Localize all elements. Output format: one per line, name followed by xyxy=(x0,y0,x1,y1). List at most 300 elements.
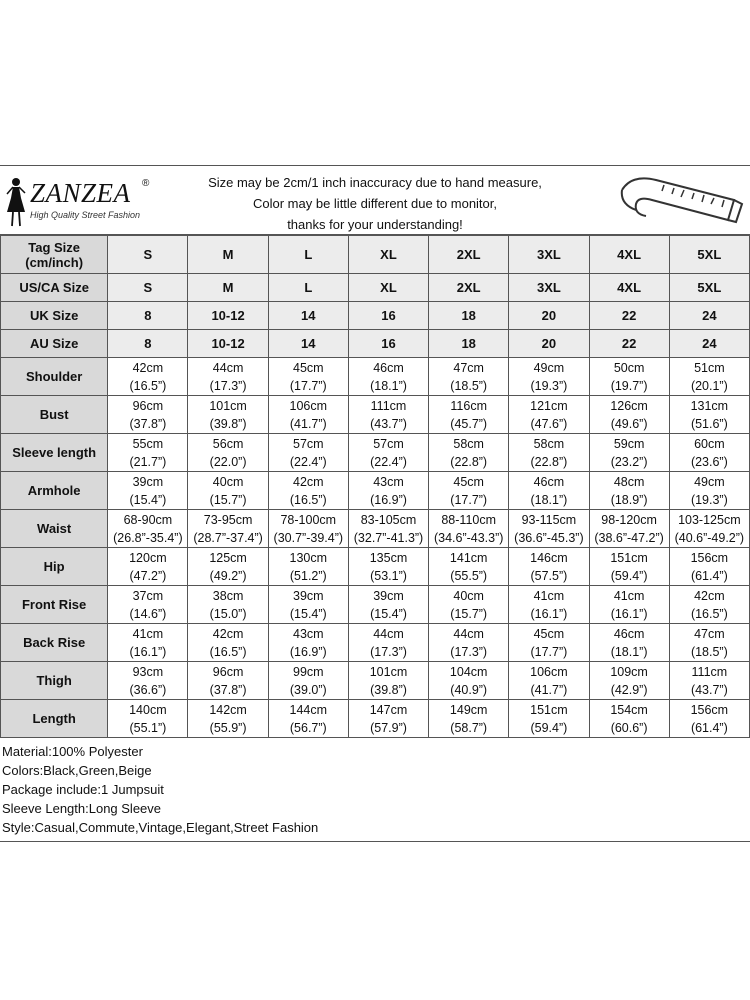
cm-value: 149cm xyxy=(449,702,488,717)
measurement-cell xyxy=(108,624,188,662)
measurement-cell xyxy=(509,358,589,396)
cm-value: 130cm xyxy=(289,550,328,565)
measurement-cell xyxy=(589,586,669,624)
inch-value: (61.4”) xyxy=(690,568,728,583)
size-cell: M xyxy=(188,274,268,302)
inch-value: (19.3”) xyxy=(530,378,568,393)
cm-value: 131cm xyxy=(690,398,729,413)
measurement-cell xyxy=(429,358,509,396)
cm-value: 147cm xyxy=(369,702,408,717)
measurement-cell xyxy=(509,472,589,510)
brand-tagline: High Quality Street Fashion xyxy=(30,210,141,220)
cm-value: 42cm xyxy=(694,588,725,603)
inch-value: (16.9”) xyxy=(370,492,407,507)
inch-value: (40.6”-49.2”) xyxy=(674,530,745,545)
measurement-cell xyxy=(509,586,589,624)
measurement-cell xyxy=(429,662,509,700)
cm-value: 57cm xyxy=(373,436,404,451)
cm-value: 43cm xyxy=(293,626,324,641)
inch-value: (34.6”-43.3”) xyxy=(433,530,504,545)
inch-value: (26.8”-35.4”) xyxy=(113,530,183,545)
measurement-cell xyxy=(669,358,749,396)
size-cell: 20 xyxy=(509,302,589,330)
cm-value: 99cm xyxy=(293,664,324,679)
cm-value: 104cm xyxy=(449,664,488,679)
cm-value: 146cm xyxy=(530,550,568,565)
inch-value: (16.5”) xyxy=(209,644,247,659)
cm-value: 55cm xyxy=(132,436,164,451)
measurement-cell xyxy=(429,472,509,510)
row-label: UK Size xyxy=(1,302,108,330)
notice-line: Color may be little different due to monitor, xyxy=(253,196,497,211)
measurement-row xyxy=(1,472,750,510)
size-cell: XL xyxy=(348,236,428,274)
inch-value: (14.6”) xyxy=(129,606,167,621)
inch-value: (39.8”) xyxy=(209,416,247,431)
measurement-cell xyxy=(268,358,348,396)
size-cell: 14 xyxy=(268,330,348,358)
inch-value: (28.7”-37.4”) xyxy=(193,530,263,545)
inch-value: (37.8”) xyxy=(129,416,167,431)
cm-value: 101cm xyxy=(209,398,247,413)
cm-value: 45cm xyxy=(533,626,565,641)
inch-value: (56.7”) xyxy=(289,720,327,735)
woman-silhouette-icon xyxy=(4,176,28,228)
inch-value: (59.4”) xyxy=(530,720,568,735)
inch-value: (18.5”) xyxy=(450,378,488,393)
inch-value: (16.9”) xyxy=(289,644,327,659)
inch-value: (42.9”) xyxy=(610,682,648,697)
measurement-cell xyxy=(589,662,669,700)
cm-value: 40cm xyxy=(212,474,244,489)
inch-value: (58.7”) xyxy=(450,720,488,735)
cm-value: 46cm xyxy=(533,474,565,489)
cm-value: 41cm xyxy=(132,626,164,641)
cm-value: 141cm xyxy=(449,550,488,565)
inch-value: (49.2”) xyxy=(209,568,247,583)
inch-value: (16.5”) xyxy=(289,492,327,507)
size-table xyxy=(0,235,750,738)
note-line: Package include:1 Jumpsuit xyxy=(2,782,164,797)
measurement-cell xyxy=(669,624,749,662)
measurement-cell xyxy=(108,700,188,738)
measurement-row xyxy=(1,510,750,548)
brand-name: ZANZEA xyxy=(30,178,131,208)
row-label: Sleeve length xyxy=(1,434,108,472)
inch-value: (17.7”) xyxy=(530,644,568,659)
cm-value: 38cm xyxy=(212,588,244,603)
note-line: Colors:Black,Green,Beige xyxy=(2,763,152,778)
measurement-cell xyxy=(348,548,428,586)
measurement-cell xyxy=(669,434,749,472)
measurement-cell xyxy=(268,700,348,738)
cm-value: 126cm xyxy=(610,398,648,413)
inch-value: (15.0”) xyxy=(209,606,247,621)
inch-value: (18.5”) xyxy=(690,644,728,659)
cm-value: 120cm xyxy=(129,550,167,565)
inch-value: (47.2”) xyxy=(129,568,167,583)
size-cell: 18 xyxy=(429,302,509,330)
cm-value: 45cm xyxy=(453,474,484,489)
cm-value: 51cm xyxy=(694,360,725,375)
row-label: Armhole xyxy=(1,472,108,510)
inch-value: (45.7”) xyxy=(450,416,488,431)
measurement-cell xyxy=(188,510,268,548)
size-cell: L xyxy=(268,274,348,302)
cm-value: 44cm xyxy=(212,360,244,375)
measurement-cell xyxy=(669,548,749,586)
inch-value: (55.5”) xyxy=(450,568,488,583)
measurement-cell xyxy=(348,624,428,662)
cm-value: 111cm xyxy=(370,398,407,413)
inch-value: (17.7”) xyxy=(289,378,327,393)
measurement-cell xyxy=(268,586,348,624)
row-label: AU Size xyxy=(1,330,108,358)
note-line: Material:100% Polyester xyxy=(2,744,143,759)
cm-value: 101cm xyxy=(369,664,408,679)
cm-value: 39cm xyxy=(373,588,404,603)
row-label: Shoulder xyxy=(1,358,108,396)
row-label: Hip xyxy=(1,548,108,586)
inch-value: (18.1”) xyxy=(370,378,407,393)
cm-value: 48cm xyxy=(613,474,645,489)
cm-value: 93cm xyxy=(132,664,164,679)
cm-value: 103-125cm xyxy=(678,512,741,527)
inch-value: (43.7”) xyxy=(690,682,728,697)
cm-value: 46cm xyxy=(613,626,645,641)
cm-value: 116cm xyxy=(450,398,487,413)
row-label: Back Rise xyxy=(1,624,108,662)
registered-mark: ® xyxy=(142,178,150,189)
inch-value: (22.0”) xyxy=(209,454,247,469)
cm-value: 41cm xyxy=(533,588,565,603)
size-cell: 8 xyxy=(108,330,188,358)
row-label: Tag Size (cm/inch) xyxy=(1,236,108,274)
measurement-cell xyxy=(589,624,669,662)
measurement-cell xyxy=(348,358,428,396)
inch-value: (37.8”) xyxy=(209,682,247,697)
cm-value: 144cm xyxy=(289,702,328,717)
cm-value: 106cm xyxy=(289,398,328,413)
row-label: US/CA Size xyxy=(1,274,108,302)
measurement-cell xyxy=(108,586,188,624)
cm-value: 78-100cm xyxy=(280,512,337,527)
measurement-cell xyxy=(188,358,268,396)
cm-value: 83-105cm xyxy=(360,512,417,527)
cm-value: 42cm xyxy=(212,626,244,641)
measurement-cell xyxy=(108,396,188,434)
cm-value: 111cm xyxy=(691,664,728,679)
size-chart-sheet xyxy=(0,165,750,842)
inch-value: (57.5”) xyxy=(530,568,568,583)
inch-value: (22.4”) xyxy=(289,454,327,469)
cm-value: 43cm xyxy=(373,474,404,489)
chart-header xyxy=(0,165,750,235)
size-cell: 3XL xyxy=(509,236,589,274)
inch-value: (36.6”-45.3”) xyxy=(514,530,584,545)
inch-value: (15.7”) xyxy=(209,492,247,507)
measuring-tape-icon xyxy=(616,170,744,230)
size-cell: 24 xyxy=(669,330,749,358)
inch-value: (18.1”) xyxy=(530,492,568,507)
cm-value: 109cm xyxy=(610,664,648,679)
size-cell: 8 xyxy=(108,302,188,330)
row-label: Length xyxy=(1,700,108,738)
size-cell: 5XL xyxy=(669,236,749,274)
measurement-row xyxy=(1,586,750,624)
size-cell: 14 xyxy=(268,302,348,330)
inch-value: (22.8”) xyxy=(530,454,568,469)
measurement-cell xyxy=(429,396,509,434)
inch-value: (16.5”) xyxy=(129,378,167,393)
measurement-cell xyxy=(108,662,188,700)
inch-value: (15.4”) xyxy=(370,606,407,621)
cm-value: 49cm xyxy=(694,474,725,489)
inch-value: (16.5”) xyxy=(690,606,728,621)
size-cell: 22 xyxy=(589,302,669,330)
cm-value: 49cm xyxy=(533,360,565,375)
notice-line: Size may be 2cm/1 inch inaccuracy due to hand measure, xyxy=(208,175,542,190)
inch-value: (40.9”) xyxy=(450,682,488,697)
measurement-cell xyxy=(188,396,268,434)
inch-value: (16.1”) xyxy=(530,606,568,621)
measurement-cell xyxy=(589,700,669,738)
inch-value: (55.1”) xyxy=(129,720,167,735)
measurement-cell xyxy=(188,624,268,662)
inch-value: (22.8”) xyxy=(450,454,488,469)
note-line: Style:Casual,Commute,Vintage,Elegant,Street Fashion xyxy=(2,820,319,835)
inch-value: (61.4”) xyxy=(690,720,728,735)
inch-value: (19.3”) xyxy=(690,492,728,507)
cm-value: 41cm xyxy=(613,588,645,603)
inch-value: (17.7”) xyxy=(450,492,488,507)
measurement-cell xyxy=(108,434,188,472)
measurement-cell xyxy=(669,662,749,700)
cm-value: 151cm xyxy=(610,550,648,565)
measurement-cell xyxy=(429,624,509,662)
measurement-row xyxy=(1,548,750,586)
cm-value: 68-90cm xyxy=(123,512,173,527)
measurement-row xyxy=(1,662,750,700)
cm-value: 56cm xyxy=(212,436,244,451)
measurement-cell xyxy=(268,472,348,510)
cm-value: 39cm xyxy=(132,474,164,489)
measurement-cell xyxy=(268,510,348,548)
row-label: Waist xyxy=(1,510,108,548)
cm-value: 93-115cm xyxy=(521,512,577,527)
size-cell: 18 xyxy=(429,330,509,358)
size-cell: 2XL xyxy=(429,274,509,302)
inch-value: (22.4”) xyxy=(370,454,407,469)
product-notes xyxy=(0,738,750,842)
measurement-row xyxy=(1,396,750,434)
inch-value: (51.2”) xyxy=(289,568,327,583)
cm-value: 151cm xyxy=(530,702,568,717)
measurement-cell xyxy=(509,624,589,662)
inch-value: (18.9”) xyxy=(610,492,648,507)
inch-value: (59.4”) xyxy=(610,568,648,583)
measurement-cell xyxy=(429,510,509,548)
inch-value: (19.7”) xyxy=(610,378,648,393)
measurement-cell xyxy=(509,396,589,434)
row-label: Bust xyxy=(1,396,108,434)
inch-value: (60.6”) xyxy=(610,720,648,735)
cm-value: 44cm xyxy=(453,626,484,641)
measurement-row xyxy=(1,358,750,396)
size-cell: S xyxy=(108,274,188,302)
cm-value: 50cm xyxy=(613,360,645,375)
inch-value: (15.4”) xyxy=(289,606,327,621)
measurement-cell xyxy=(268,624,348,662)
measurement-cell xyxy=(348,662,428,700)
inch-value: (15.7”) xyxy=(450,606,488,621)
measurement-cell xyxy=(429,434,509,472)
measurement-cell xyxy=(589,510,669,548)
inch-value: (43.7”) xyxy=(370,416,407,431)
measurement-cell xyxy=(188,472,268,510)
cm-value: 57cm xyxy=(293,436,324,451)
cm-value: 156cm xyxy=(690,702,729,717)
measurement-cell xyxy=(669,396,749,434)
inch-value: (47.6”) xyxy=(530,416,568,431)
inch-value: (38.6”-47.2”) xyxy=(594,530,664,545)
measurement-cell xyxy=(589,396,669,434)
measurement-cell xyxy=(108,510,188,548)
cm-value: 42cm xyxy=(132,360,164,375)
size-cell: 16 xyxy=(348,330,428,358)
inch-value: (49.6”) xyxy=(610,416,648,431)
measurement-cell xyxy=(589,434,669,472)
row-label: Thigh xyxy=(1,662,108,700)
inch-value: (55.9”) xyxy=(209,720,247,735)
cm-value: 96cm xyxy=(132,398,164,413)
measurement-cell xyxy=(509,510,589,548)
inch-value: (57.9”) xyxy=(370,720,407,735)
measurement-cell xyxy=(509,700,589,738)
size-cell: 10-12 xyxy=(188,302,268,330)
inch-value: (18.1”) xyxy=(610,644,648,659)
cm-value: 96cm xyxy=(212,664,244,679)
size-row xyxy=(1,274,750,302)
measurement-cell xyxy=(429,548,509,586)
measurement-cell xyxy=(669,586,749,624)
cm-value: 154cm xyxy=(610,702,648,717)
inch-value: (16.1”) xyxy=(129,644,167,659)
size-cell: 4XL xyxy=(589,236,669,274)
measurement-cell xyxy=(188,548,268,586)
measurement-row xyxy=(1,624,750,662)
measurement-cell xyxy=(509,548,589,586)
inch-value: (41.7”) xyxy=(530,682,568,697)
cm-value: 47cm xyxy=(694,626,725,641)
size-row xyxy=(1,236,750,274)
measurement-cell xyxy=(589,548,669,586)
size-cell: S xyxy=(108,236,188,274)
size-cell: M xyxy=(188,236,268,274)
measurement-row xyxy=(1,434,750,472)
measurement-cell xyxy=(669,700,749,738)
size-cell: 16 xyxy=(348,302,428,330)
inch-value: (36.6”) xyxy=(129,682,167,697)
size-cell: 20 xyxy=(509,330,589,358)
cm-value: 47cm xyxy=(453,360,484,375)
cm-value: 88-110cm xyxy=(441,512,497,527)
cm-value: 58cm xyxy=(453,436,484,451)
inch-value: (39.0”) xyxy=(289,682,327,697)
inch-value: (15.4”) xyxy=(129,492,167,507)
inch-value: (32.7”-41.3”) xyxy=(353,530,424,545)
inch-value: (20.1”) xyxy=(690,378,728,393)
measurement-cell xyxy=(348,700,428,738)
measurement-cell xyxy=(188,586,268,624)
inch-value: (39.8”) xyxy=(370,682,407,697)
cm-value: 60cm xyxy=(694,436,725,451)
cm-value: 39cm xyxy=(293,588,324,603)
measurement-cell xyxy=(268,662,348,700)
cm-value: 44cm xyxy=(373,626,404,641)
size-cell: 2XL xyxy=(429,236,509,274)
measurement-cell xyxy=(429,586,509,624)
measurement-cell xyxy=(589,358,669,396)
cm-value: 98-120cm xyxy=(601,512,657,527)
size-cell: 5XL xyxy=(669,274,749,302)
cm-value: 135cm xyxy=(369,550,408,565)
inch-value: (17.3”) xyxy=(209,378,247,393)
inch-value: (21.7”) xyxy=(129,454,167,469)
notice-text xyxy=(180,172,570,235)
size-cell: 4XL xyxy=(589,274,669,302)
measurement-cell xyxy=(509,662,589,700)
measurement-cell xyxy=(429,700,509,738)
measurement-cell xyxy=(589,472,669,510)
cm-value: 106cm xyxy=(530,664,568,679)
cm-value: 140cm xyxy=(129,702,167,717)
cm-value: 42cm xyxy=(293,474,324,489)
cm-value: 46cm xyxy=(373,360,404,375)
inch-value: (51.6”) xyxy=(690,416,728,431)
measurement-cell xyxy=(348,586,428,624)
inch-value: (53.1”) xyxy=(370,568,407,583)
cm-value: 45cm xyxy=(293,360,324,375)
measurement-cell xyxy=(348,510,428,548)
cm-value: 121cm xyxy=(530,398,568,413)
cm-value: 40cm xyxy=(453,588,484,603)
row-label: Front Rise xyxy=(1,586,108,624)
measurement-cell xyxy=(348,434,428,472)
measurement-cell xyxy=(188,434,268,472)
measurement-cell xyxy=(188,662,268,700)
inch-value: (17.3”) xyxy=(450,644,488,659)
size-cell: 24 xyxy=(669,302,749,330)
note-line: Sleeve Length:Long Sleeve xyxy=(2,801,162,816)
inch-value: (23.6”) xyxy=(690,454,728,469)
size-row xyxy=(1,330,750,358)
size-cell: 3XL xyxy=(509,274,589,302)
brand-logo xyxy=(4,174,174,230)
cm-value: 156cm xyxy=(690,550,729,565)
cm-value: 125cm xyxy=(209,550,247,565)
inch-value: (16.1”) xyxy=(610,606,648,621)
measurement-cell xyxy=(509,434,589,472)
cm-value: 37cm xyxy=(132,588,164,603)
size-cell: 10-12 xyxy=(188,330,268,358)
size-cell: 22 xyxy=(589,330,669,358)
inch-value: (23.2”) xyxy=(610,454,648,469)
cm-value: 58cm xyxy=(533,436,565,451)
cm-value: 59cm xyxy=(613,436,645,451)
measurement-cell xyxy=(268,434,348,472)
cm-value: 73-95cm xyxy=(203,512,253,527)
